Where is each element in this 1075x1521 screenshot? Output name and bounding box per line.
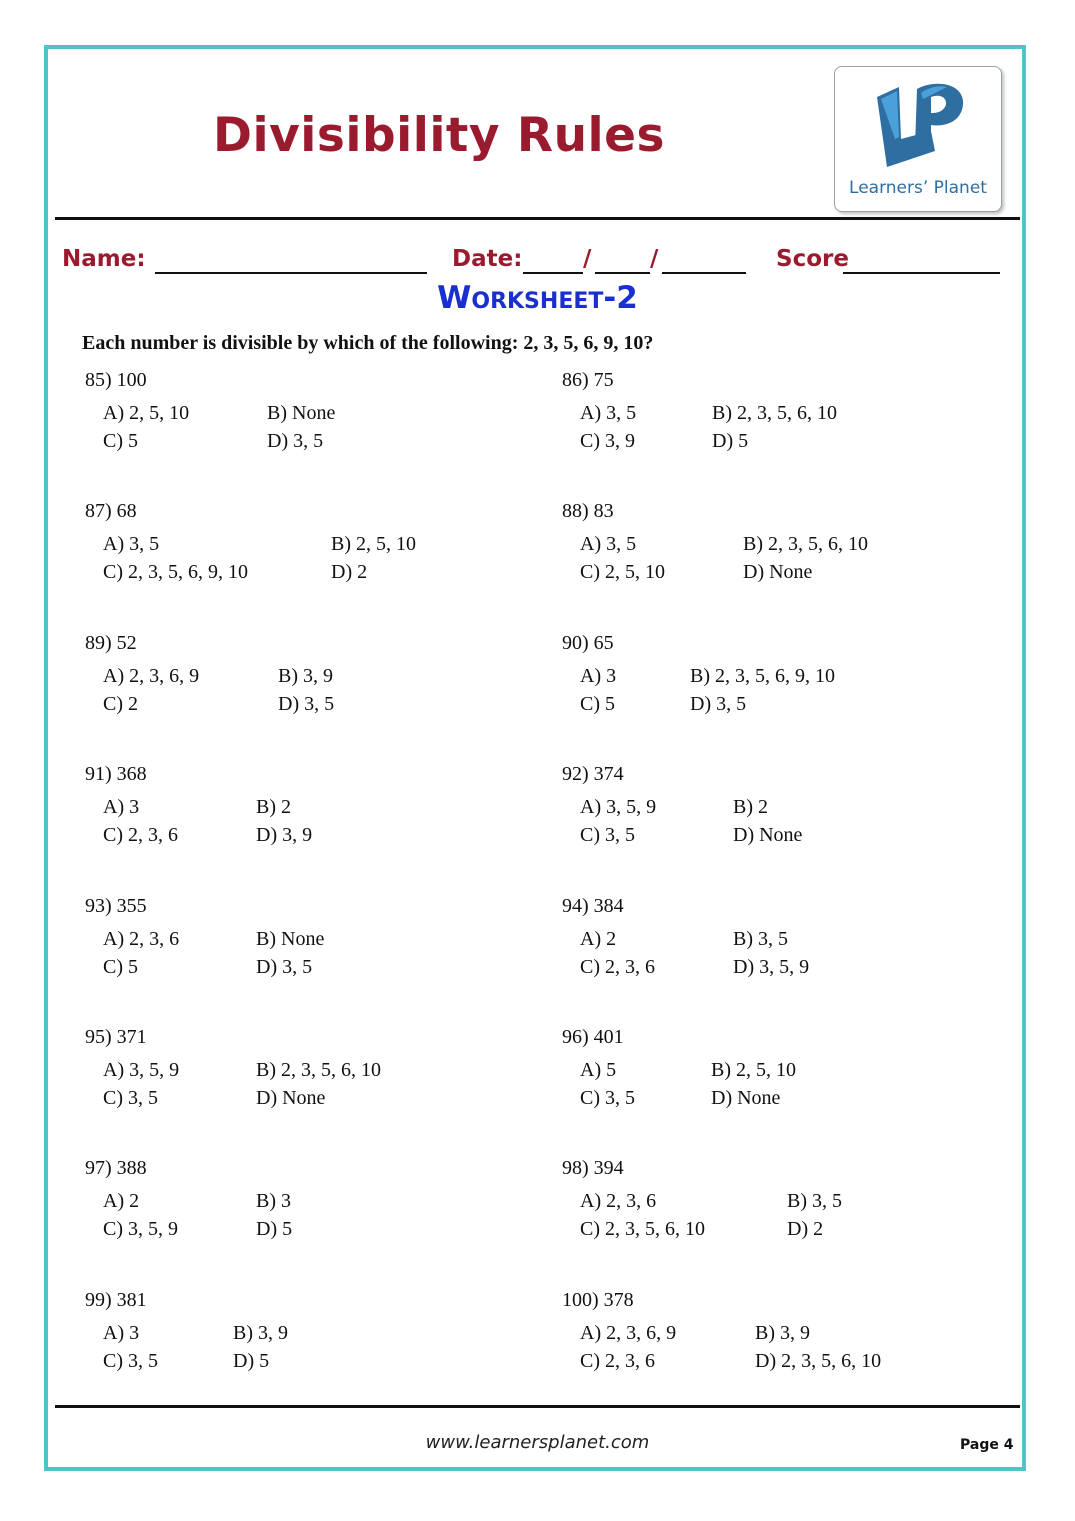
- option-d[interactable]: D) 2, 3, 5, 6, 10: [755, 1350, 882, 1372]
- question-label: 95) 371: [85, 1026, 147, 1048]
- worksheet-title-text: Worksheet-2: [437, 280, 638, 316]
- option-a[interactable]: A) 3, 5, 9: [103, 1059, 180, 1081]
- option-c[interactable]: C) 5: [580, 693, 615, 715]
- option-c[interactable]: C) 3, 9: [580, 430, 635, 452]
- option-a[interactable]: A) 2, 5, 10: [103, 402, 190, 424]
- lp-logo-icon: [865, 77, 975, 177]
- question-label: 93) 355: [85, 895, 147, 917]
- option-a[interactable]: A) 3, 5: [580, 533, 637, 555]
- option-b[interactable]: B) 2, 3, 5, 6, 9, 10: [690, 665, 835, 687]
- option-b[interactable]: B) 3, 9: [233, 1322, 288, 1344]
- option-c[interactable]: C) 5: [103, 430, 138, 452]
- footer-divider: [55, 1405, 1020, 1408]
- option-b[interactable]: B) 2, 5, 10: [711, 1059, 796, 1081]
- option-c[interactable]: C) 5: [103, 956, 138, 978]
- question-label: 97) 388: [85, 1157, 147, 1179]
- option-d[interactable]: D) 5: [233, 1350, 270, 1372]
- option-c[interactable]: C) 2, 3, 6: [580, 956, 655, 978]
- question-label: 88) 83: [562, 500, 614, 522]
- option-a[interactable]: A) 3, 5: [103, 533, 160, 555]
- option-b[interactable]: B) 2, 3, 5, 6, 10: [712, 402, 837, 424]
- question-label: 87) 68: [85, 500, 137, 522]
- option-d[interactable]: D) 3, 5: [690, 693, 747, 715]
- option-d[interactable]: D) 3, 5: [256, 956, 313, 978]
- score-field[interactable]: [843, 272, 1000, 274]
- option-b[interactable]: B) 3, 9: [755, 1322, 810, 1344]
- name-label: Name:: [62, 246, 146, 272]
- option-d[interactable]: D) 3, 5: [267, 430, 324, 452]
- option-d[interactable]: D) 2: [787, 1218, 824, 1240]
- option-d[interactable]: D) 5: [712, 430, 749, 452]
- option-c[interactable]: C) 2, 3, 6: [580, 1350, 655, 1372]
- option-a[interactable]: A) 3: [103, 796, 140, 818]
- date-label: Date:: [452, 246, 523, 272]
- score-label: Score: [776, 246, 849, 272]
- question-label: 92) 374: [562, 763, 624, 785]
- question-label: 86) 75: [562, 369, 614, 391]
- option-c[interactable]: C) 2, 3, 5, 6, 9, 10: [103, 561, 248, 583]
- option-a[interactable]: A) 3: [580, 665, 617, 687]
- option-a[interactable]: A) 2: [103, 1190, 140, 1212]
- option-c[interactable]: C) 2, 3, 6: [103, 824, 178, 846]
- option-c[interactable]: C) 3, 5: [580, 1087, 635, 1109]
- question-label: 98) 394: [562, 1157, 624, 1179]
- option-b[interactable]: B) 2, 3, 5, 6, 10: [743, 533, 868, 555]
- question-label: 91) 368: [85, 763, 147, 785]
- logo-text: Learners’ Planet: [849, 178, 987, 198]
- date-month-field[interactable]: [595, 272, 650, 274]
- option-a[interactable]: A) 2, 3, 6, 9: [580, 1322, 677, 1344]
- option-d[interactable]: D) 3, 5, 9: [733, 956, 810, 978]
- option-b[interactable]: B) 3: [256, 1190, 291, 1212]
- option-d[interactable]: D) 5: [256, 1218, 293, 1240]
- learners-planet-logo: [834, 66, 1002, 212]
- page-border: [44, 45, 1026, 1471]
- option-a[interactable]: A) 3, 5: [580, 402, 637, 424]
- option-c[interactable]: C) 2, 5, 10: [580, 561, 665, 583]
- question-label: 90) 65: [562, 632, 614, 654]
- question-label: 89) 52: [85, 632, 137, 654]
- option-a[interactable]: A) 2: [580, 928, 617, 950]
- option-c[interactable]: C) 3, 5: [103, 1087, 158, 1109]
- option-c[interactable]: C) 3, 5: [103, 1350, 158, 1372]
- option-c[interactable]: C) 3, 5, 9: [103, 1218, 178, 1240]
- option-d[interactable]: D) None: [256, 1087, 326, 1109]
- question-label: 100) 378: [562, 1289, 634, 1311]
- date-separator: /: [650, 246, 659, 272]
- option-b[interactable]: B) 2, 5, 10: [331, 533, 416, 555]
- option-d[interactable]: D) 3, 5: [278, 693, 335, 715]
- option-d[interactable]: D) None: [711, 1087, 781, 1109]
- option-d[interactable]: D) 3, 9: [256, 824, 313, 846]
- option-c[interactable]: C) 2: [103, 693, 138, 715]
- option-a[interactable]: A) 2, 3, 6: [103, 928, 180, 950]
- option-c[interactable]: C) 2, 3, 5, 6, 10: [580, 1218, 705, 1240]
- page-number: Page 4: [960, 1437, 1014, 1453]
- footer-website[interactable]: www.learnersplanet.com: [425, 1432, 650, 1453]
- option-d[interactable]: D) None: [733, 824, 803, 846]
- option-b[interactable]: B) 2: [256, 796, 291, 818]
- option-a[interactable]: A) 5: [580, 1059, 617, 1081]
- option-b[interactable]: B) 3, 5: [733, 928, 788, 950]
- option-b[interactable]: B) None: [267, 402, 336, 424]
- page-title: Divisibility Rules: [213, 108, 666, 163]
- date-day-field[interactable]: [523, 272, 583, 274]
- question-label: 99) 381: [85, 1289, 147, 1311]
- option-d[interactable]: D) 2: [331, 561, 368, 583]
- option-a[interactable]: A) 3, 5, 9: [580, 796, 657, 818]
- name-field[interactable]: [155, 272, 427, 274]
- option-b[interactable]: B) 2: [733, 796, 768, 818]
- option-d[interactable]: D) None: [743, 561, 813, 583]
- option-b[interactable]: B) 2, 3, 5, 6, 10: [256, 1059, 381, 1081]
- instructions: Each number is divisible by which of the following: 2, 3, 5, 6, 9, 10?: [82, 332, 654, 354]
- date-separator: /: [583, 246, 592, 272]
- option-b[interactable]: B) None: [256, 928, 325, 950]
- option-a[interactable]: A) 2, 3, 6: [580, 1190, 657, 1212]
- option-b[interactable]: B) 3, 5: [787, 1190, 842, 1212]
- question-label: 94) 384: [562, 895, 624, 917]
- date-year-field[interactable]: [662, 272, 746, 274]
- option-c[interactable]: C) 3, 5: [580, 824, 635, 846]
- option-b[interactable]: B) 3, 9: [278, 665, 333, 687]
- worksheet-title: [0, 280, 1075, 316]
- question-label: 96) 401: [562, 1026, 624, 1048]
- question-label: 85) 100: [85, 369, 147, 391]
- option-a[interactable]: A) 3: [103, 1322, 140, 1344]
- option-a[interactable]: A) 2, 3, 6, 9: [103, 665, 200, 687]
- header-divider: [55, 217, 1020, 220]
